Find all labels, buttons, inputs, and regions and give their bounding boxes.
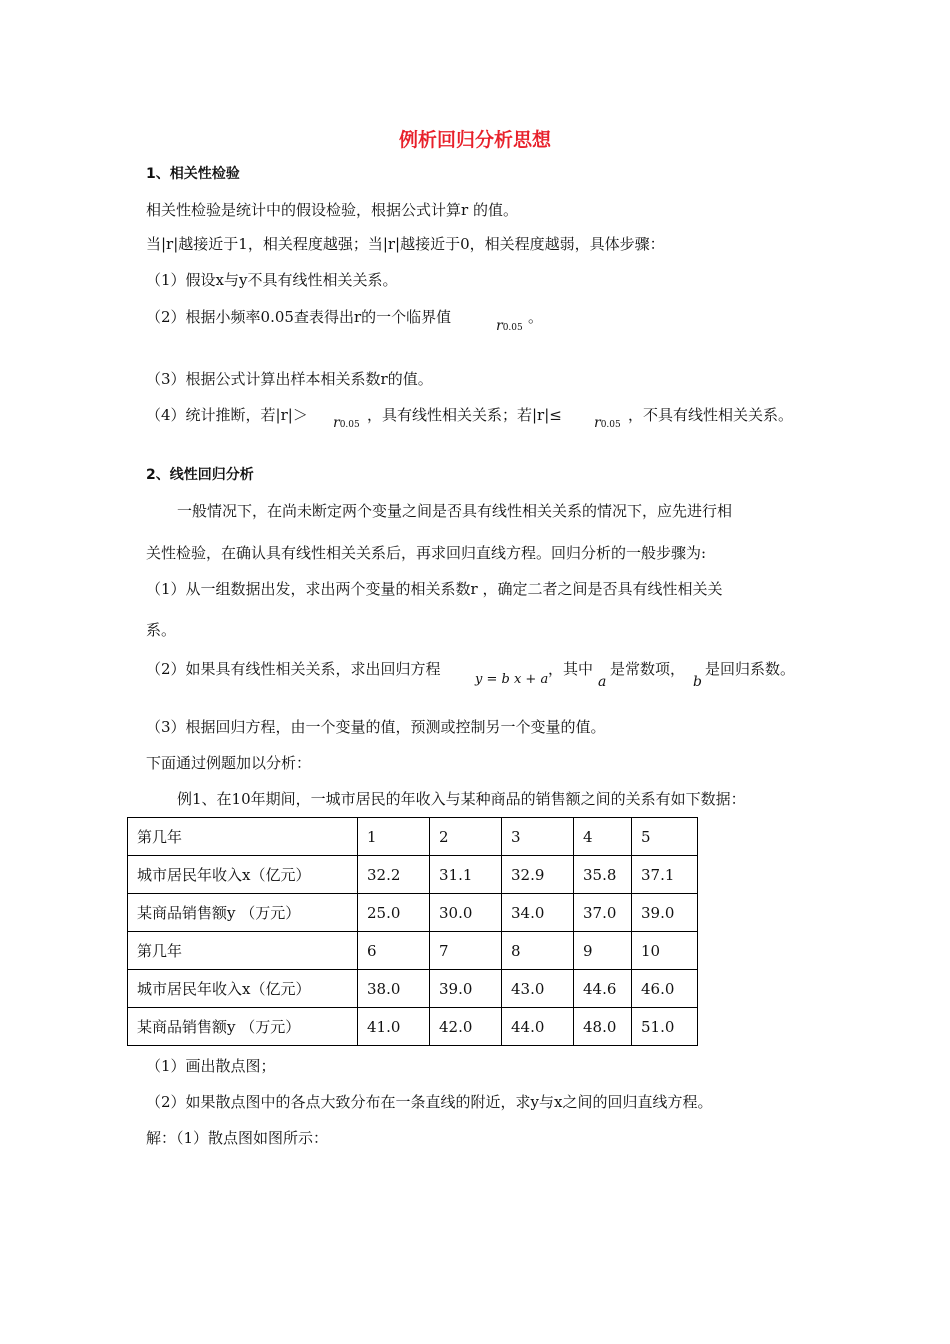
regression-equation: y = b x + a [475,672,549,687]
table-cell: 32.9 [502,856,574,894]
table-row-label: 城市居民年收入x（亿元） [128,856,358,894]
step-text: ，其中 [548,660,594,678]
r-symbol: r [333,415,340,431]
table-cell: 37.1 [632,856,698,894]
question-item: （1）画出散点图； [146,1057,276,1075]
r-subscript: 0.05 [502,323,523,333]
paragraph: 一般情况下，在尚未断定两个变量之间是否具有线性相关关系的情况下，应先进行相 [177,502,733,520]
r-subscript: 0.05 [600,420,621,430]
data-table [127,817,698,1046]
table-cell: 4 [574,818,632,856]
table-cell: 8 [502,932,574,970]
step-end: 。 [528,308,544,326]
intercept-symbol: a [598,674,607,690]
answer-line: 解：（1）散点图如图所示： [146,1129,329,1147]
critical-value-formula [594,415,621,431]
section-heading-linear-regression: 2、线性回归分析 [146,467,254,483]
table-row-label: 第几年 [128,932,358,970]
table-cell: 5 [632,818,698,856]
step-text: ，不具有线性相关关系。 [628,406,794,424]
r-symbol: r [594,415,601,431]
table-cell: 43.0 [502,970,574,1008]
table-cell: 9 [574,932,632,970]
table-cell: 35.8 [574,856,632,894]
paragraph: 下面通过例题加以分析： [146,754,312,772]
table-cell: 37.0 [574,894,632,932]
table-cell: 48.0 [574,1008,632,1046]
table-row-label: 某商品销售额y （万元） [128,1008,358,1046]
table-cell: 44.0 [502,1008,574,1046]
table-cell: 46.0 [632,970,698,1008]
table-cell: 6 [358,932,430,970]
step-text: 是常数项， [610,660,686,678]
table-row [128,818,698,856]
table-cell: 41.0 [358,1008,430,1046]
table-row-label: 某商品销售额y （万元） [128,894,358,932]
table-row [128,894,698,932]
question-item: （2）如果散点图中的各点大致分布在一条直线的附近，求y与x之间的回归直线方程。 [146,1093,713,1111]
table-row [128,856,698,894]
table-cell: 34.0 [502,894,574,932]
table-cell: 10 [632,932,698,970]
step-item: （2）如果具有线性相关关系，求出回归方程 [146,660,441,678]
slope-symbol: b [693,674,702,690]
step-text: （2）根据小频率0.05查表得出r的一个临界值 [146,308,452,326]
document-title: 例析回归分析思想 [398,129,551,151]
step-item: （3）根据公式计算出样本相关系数r的值。 [146,370,433,388]
paragraph: 相关性检验是统计中的假设检验，根据公式计算r 的值。 [146,201,518,219]
section-heading-correlation-test: 1、相关性检验 [146,166,240,182]
r-subscript: 0.05 [339,420,360,430]
paragraph: 关性检验，在确认具有线性相关关系后，再求回归直线方程。回归分析的一般步骤为: [146,544,707,562]
table-cell: 42.0 [430,1008,502,1046]
table-cell: 2 [430,818,502,856]
step-text: ，具有线性相关关系；若|r|≤ [367,406,562,424]
r-symbol: r [496,318,503,334]
example-intro: 例1、在10年期间，一城市居民的年收入与某种商品的销售额之间的关系有如下数据： [177,790,746,808]
step-item: 系。 [146,621,177,639]
table-cell: 7 [430,932,502,970]
table-cell: 3 [502,818,574,856]
step-item [146,307,451,327]
table-cell: 32.2 [358,856,430,894]
table-cell: 1 [358,818,430,856]
step-item: （3）根据回归方程，由一个变量的值，预测或控制另一个变量的值。 [146,718,606,736]
table-cell: 25.0 [358,894,430,932]
table-cell: 39.0 [430,970,502,1008]
table-row-label: 城市居民年收入x（亿元） [128,970,358,1008]
paragraph: 当|r|越接近于1，相关程度越强；当|r|越接近于0，相关程度越弱，具体步骤： [146,235,665,253]
step-item: （4）统计推断，若|r|＞ [146,406,308,424]
critical-value-formula [496,318,523,334]
table-row [128,932,698,970]
table-cell: 30.0 [430,894,502,932]
table-cell: 38.0 [358,970,430,1008]
table-row [128,970,698,1008]
table-cell: 31.1 [430,856,502,894]
step-item: （1）从一组数据出发，求出两个变量的相关系数r ，确定二者之间是否具有线性相关关 [146,580,723,598]
critical-value-formula [333,415,360,431]
table-cell: 51.0 [632,1008,698,1046]
table-row [128,1008,698,1046]
table-row-label: 第几年 [128,818,358,856]
table-cell: 44.6 [574,970,632,1008]
step-item: （1）假设x与y不具有线性相关关系。 [146,271,398,289]
step-text: 是回归系数。 [705,660,796,678]
table-cell: 39.0 [632,894,698,932]
